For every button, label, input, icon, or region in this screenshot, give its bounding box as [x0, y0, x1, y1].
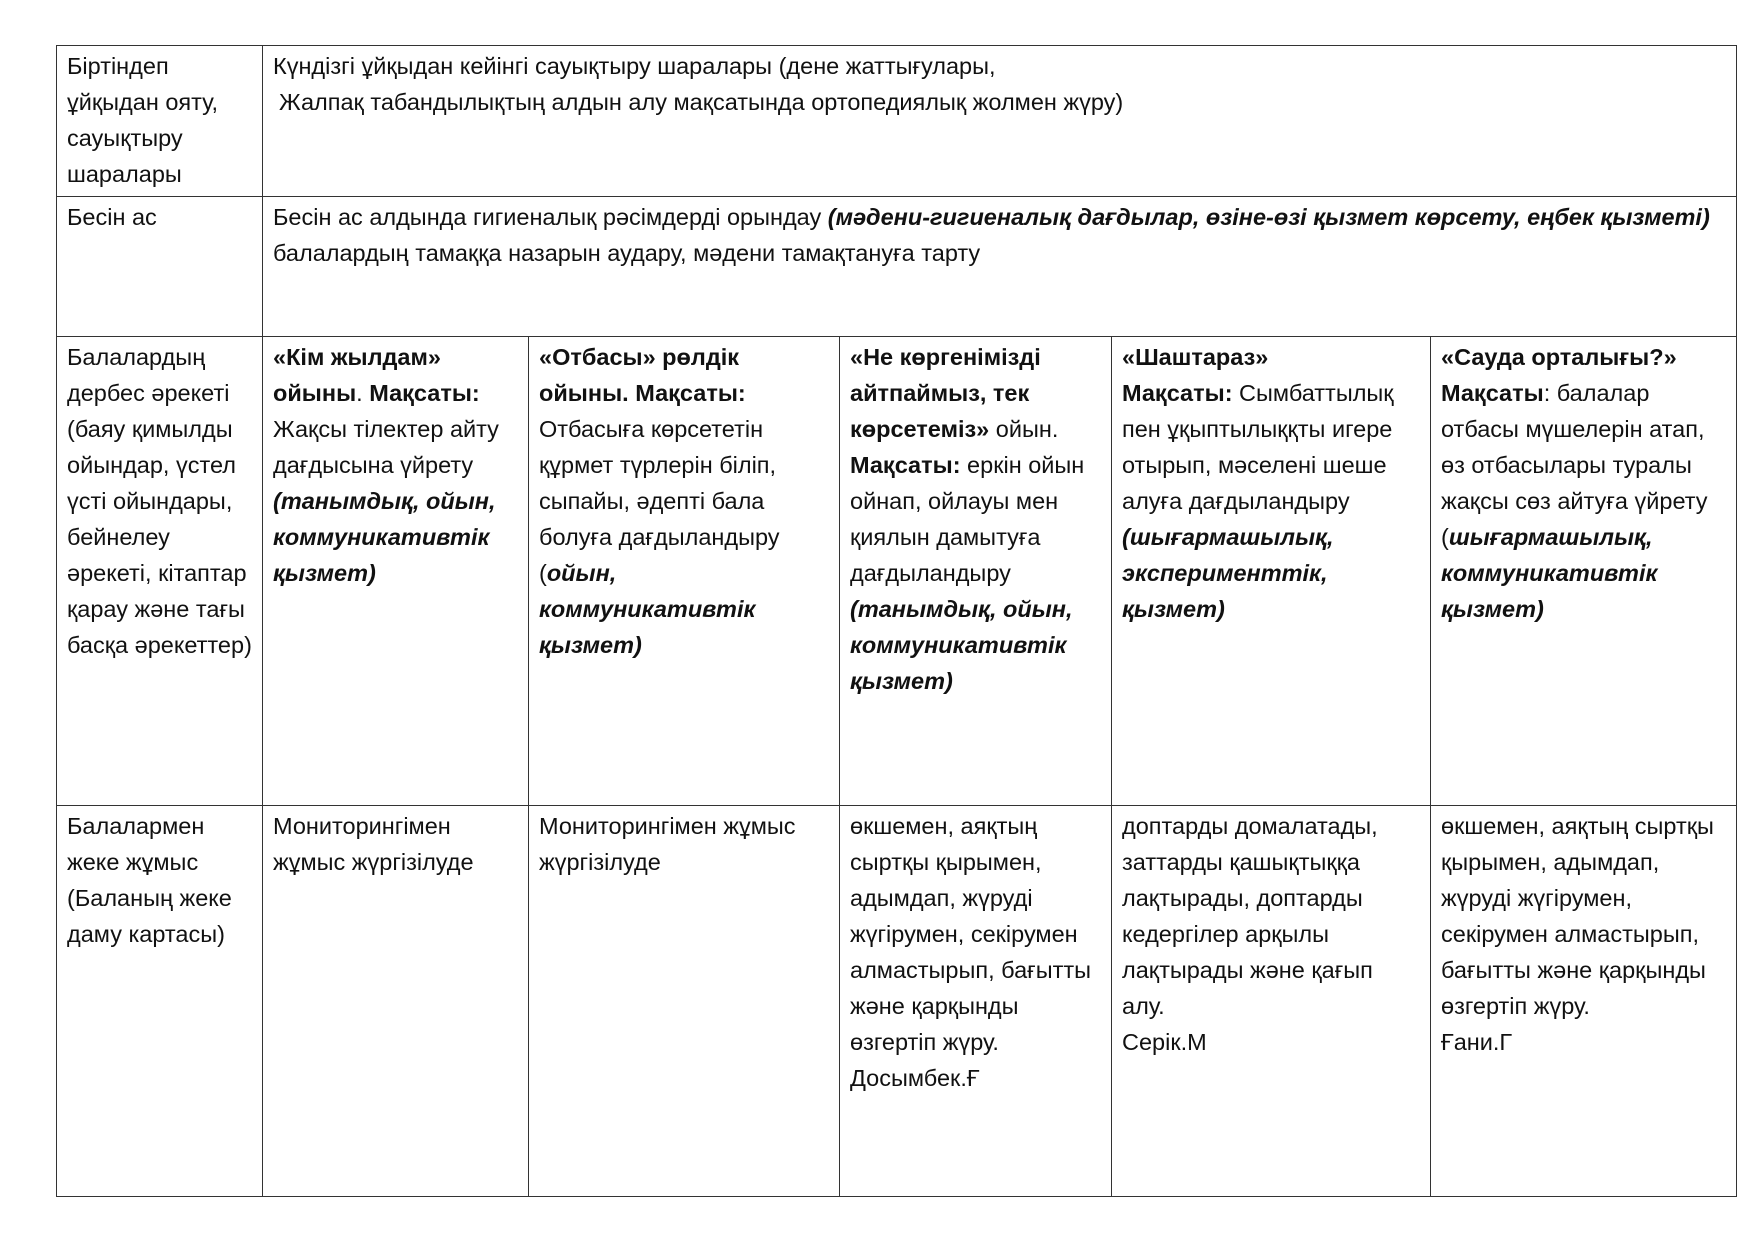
- goal-label: Мақсаты: [1441, 380, 1544, 406]
- activity-tags: (танымдық, ойын, коммуникативтік қызмет): [273, 488, 496, 586]
- individual-cell-1: [263, 806, 529, 1197]
- table-row-snack: [57, 197, 1737, 337]
- activity-tags: шығармашылық, коммуникативтік қызмет): [1441, 524, 1658, 622]
- individual-cell-2: [529, 806, 840, 1197]
- row-label-individual: [57, 806, 263, 1197]
- game-title: «Кім жылдам» ойыны: [273, 344, 441, 406]
- tags-open: (: [1441, 524, 1449, 550]
- snack-content-cell: [263, 197, 1737, 337]
- individual-text: доптарды домалатады, заттарды қашықтыққа лақтырады, доптарды кедергілер арқылы лақтырады және қағып алу.: [1122, 813, 1378, 1019]
- individual-cell-5: [1431, 806, 1737, 1197]
- row-label-text: Біртіндеп ұйқыдан ояту, сауықтыру шаралары: [67, 53, 219, 187]
- game-title: «Не көргенімізді айтпаймыз, тек көрсетеміз»: [850, 344, 1041, 442]
- goal-text: Сымбаттылық пен ұқыптылыққты игере отырып, мәселені шеше алуға дағдыландыру: [1122, 380, 1394, 514]
- activity-tags: (танымдық, ойын, коммуникативтік қызмет): [850, 596, 1073, 694]
- goal-text: : балалар отбасы мүшелерін атап, өз отбасылары туралы жақсы сөз айтуға үйрету: [1441, 380, 1708, 514]
- snack-tags: (мәдени-гигиеналық дағдылар, өзіне-өзі қызмет көрсету, еңбек қызметі): [827, 204, 1710, 230]
- wake-line-2: Жалпақ табандылықтың алдын алу мақсатында ортопедиялық жолмен жүру): [279, 89, 1124, 115]
- after-title: ойын.: [989, 416, 1059, 442]
- individual-text: Мониторингімен жұмыс жүргізілуде: [539, 813, 796, 875]
- child-name: Досымбек.Ғ: [850, 1065, 980, 1091]
- row-label-snack: [57, 197, 263, 337]
- daily-plan-table: [56, 45, 1737, 1197]
- goal-label: Мақсаты:: [1122, 380, 1233, 406]
- snack-text: Бесін ас алдында гигиеналық рәсімдерді орындау: [273, 204, 828, 230]
- table-row-wake: [57, 46, 1737, 197]
- wake-content-cell: [263, 46, 1737, 197]
- individual-text: өкшемен, аяқтың сыртқы қырымен, адымдап, жүруді жүгірумен, секірумен алмастырып, бағытты және қарқынды өзгертіп жүру.: [850, 813, 1092, 1055]
- activity-cell-5: [1431, 337, 1737, 806]
- goal-text: Отбасыға көрсететін құрмет түрлерін біліп, сыпайы, әдепті бала болуға дағдыландыру: [539, 416, 780, 550]
- tags-open: (: [539, 560, 547, 586]
- activity-tags: ойын, коммуникативтік қызмет): [539, 560, 756, 658]
- activity-cell-4: [1112, 337, 1431, 806]
- row-label-text: Балалармен жеке жұмыс (Баланың жеке даму картасы): [67, 813, 232, 947]
- row-label-text: Балалардың дербес әрекеті (баяу қимылды ойындар, үстел үсті ойындары, бейнелеу әрекеті, кітаптар қарау және тағы басқа әрекеттер): [67, 344, 252, 658]
- child-name: Серік.М: [1122, 1029, 1207, 1055]
- row-label-text: Бесін ас: [67, 204, 157, 230]
- row-label-wake: [57, 46, 263, 197]
- row-label-activity: [57, 337, 263, 806]
- activity-tags: (шығармашылық, эксперименттік, қызмет): [1122, 524, 1334, 622]
- snack-line-2: балалардың тамаққа назарын аудару, мәдени тамақтануға тарту: [273, 240, 981, 266]
- goal-label: Мақсаты:: [635, 380, 746, 406]
- activity-cell-3: [840, 337, 1112, 806]
- table-row-activity: [57, 337, 1737, 806]
- goal-text: Жақсы тілектер айту дағдысына үйрету: [273, 416, 499, 478]
- separator: .: [356, 380, 370, 406]
- goal-label: Мақсаты:: [850, 452, 961, 478]
- child-name: Ғани.Г: [1441, 1029, 1513, 1055]
- individual-cell-3: [840, 806, 1112, 1197]
- table-row-individual: [57, 806, 1737, 1197]
- activity-cell-1: [263, 337, 529, 806]
- game-title: «Сауда орталығы?»: [1441, 344, 1677, 370]
- goal-label: Мақсаты:: [369, 380, 480, 406]
- activity-cell-2: [529, 337, 840, 806]
- individual-text: Мониторингімен жұмыс жүргізілуде: [273, 813, 474, 875]
- wake-line-1: Күндізгі ұйқыдан кейінгі сауықтыру шаралары (дене жаттығулары,: [273, 53, 996, 79]
- individual-text: өкшемен, аяқтың сыртқы қырымен, адымдап, жүруді жүгірумен, секірумен алмастырып, бағытты және қарқынды өзгертіп жүру.: [1441, 813, 1714, 1019]
- game-title: «Отбасы» рөлдік ойыны.: [539, 344, 740, 406]
- game-title: «Шаштараз»: [1122, 344, 1269, 370]
- goal-text: еркін ойын ойнап, ойлауы мен қиялын дамытуға дағдыландыру: [850, 452, 1085, 586]
- individual-cell-4: [1112, 806, 1431, 1197]
